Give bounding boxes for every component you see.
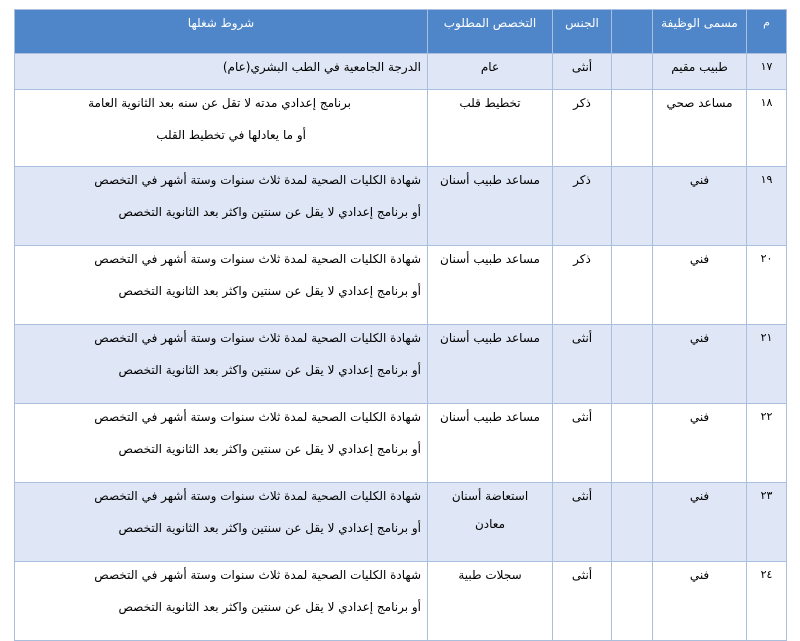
row-conditions	[15, 167, 428, 246]
row-specialty: مساعد طبيب أسنان	[428, 167, 553, 246]
row-num: ٢١	[747, 325, 787, 404]
row-condition-line-1: شهادة الكليات الصحية لمدة ثلاث سنوات وستة أشهر في التخصص	[94, 568, 421, 582]
row-condition-line-1: شهادة الكليات الصحية لمدة ثلاث سنوات وستة أشهر في التخصص	[94, 252, 421, 266]
row-conditions	[15, 90, 428, 167]
row-empty-cell	[612, 167, 653, 246]
row-condition-line-1: شهادة الكليات الصحية لمدة ثلاث سنوات وستة أشهر في التخصص	[94, 173, 421, 187]
row-condition-line-1: شهادة الكليات الصحية لمدة ثلاث سنوات وستة أشهر في التخصص	[94, 331, 421, 345]
header-num: م	[747, 10, 787, 54]
row-specialty: مساعد طبيب أسنان	[428, 404, 553, 483]
row-gender: ذكر	[553, 167, 612, 246]
jobs-table-container	[14, 9, 787, 641]
row-gender: أنثى	[553, 54, 612, 90]
row-num: ١٩	[747, 167, 787, 246]
row-specialty-line-2: معادن	[474, 517, 506, 532]
row-gender: أنثى	[553, 404, 612, 483]
row-conditions	[15, 54, 428, 90]
row-num: ١٨	[747, 90, 787, 167]
table-row	[15, 562, 787, 641]
row-empty-cell	[612, 90, 653, 167]
row-conditions	[15, 562, 428, 641]
row-gender: ذكر	[553, 246, 612, 325]
row-num: ٢٣	[747, 483, 787, 562]
table-row	[15, 325, 787, 404]
row-specialty: تخطيط قلب	[428, 90, 553, 167]
row-gender: أنثى	[553, 562, 612, 641]
table-row	[15, 483, 787, 562]
row-condition-line-1: الدرجة الجامعية في الطب البشري(عام)	[222, 60, 421, 74]
row-condition-line-2: أو برنامج إعدادي لا يقل عن سنتين واكثر بعد الثانوية التخصص	[118, 284, 421, 299]
row-condition-line-1: شهادة الكليات الصحية لمدة ثلاث سنوات وستة أشهر في التخصص	[94, 410, 421, 424]
row-condition-line-2: أو ما يعادلها في تخطيط القلب	[156, 128, 306, 143]
row-job: فني	[653, 246, 747, 325]
row-empty-cell	[612, 483, 653, 562]
row-job: فني	[653, 483, 747, 562]
row-gender: ذكر	[553, 90, 612, 167]
row-condition-line-2: أو برنامج إعدادي لا يقل عن سنتين واكثر بعد الثانوية التخصص	[118, 205, 421, 220]
table-header-row	[15, 10, 787, 54]
header-job-title: مسمى الوظيفة	[653, 10, 747, 54]
row-specialty: سجلات طبية	[428, 562, 553, 641]
row-job: مساعد صحي	[653, 90, 747, 167]
header-empty	[612, 10, 653, 54]
row-specialty: عام	[428, 54, 553, 90]
row-conditions	[15, 325, 428, 404]
table-row	[15, 246, 787, 325]
row-num: ٢٠	[747, 246, 787, 325]
header-specialty: التخصص المطلوب	[428, 10, 553, 54]
row-specialty: مساعد طبيب أسنان	[428, 325, 553, 404]
table-row	[15, 404, 787, 483]
row-empty-cell	[612, 54, 653, 90]
row-job: فني	[653, 404, 747, 483]
table-row	[15, 90, 787, 167]
table-row	[15, 167, 787, 246]
row-num: ٢٤	[747, 562, 787, 641]
row-condition-line-2: أو برنامج إعدادي لا يقل عن سنتين واكثر بعد الثانوية التخصص	[118, 600, 421, 615]
row-condition-line-2: أو برنامج إعدادي لا يقل عن سنتين واكثر بعد الثانوية التخصص	[118, 363, 421, 378]
row-condition-line-2: أو برنامج إعدادي لا يقل عن سنتين واكثر بعد الثانوية التخصص	[118, 442, 421, 457]
row-job: فني	[653, 167, 747, 246]
row-empty-cell	[612, 404, 653, 483]
jobs-table	[14, 9, 787, 641]
row-conditions	[15, 246, 428, 325]
row-num: ١٧	[747, 54, 787, 90]
row-conditions	[15, 404, 428, 483]
row-condition-line-2: أو برنامج إعدادي لا يقل عن سنتين واكثر بعد الثانوية التخصص	[118, 521, 421, 536]
row-job: فني	[653, 325, 747, 404]
table-row	[15, 54, 787, 90]
row-job: طبيب مقيم	[653, 54, 747, 90]
row-gender: أنثى	[553, 483, 612, 562]
row-empty-cell	[612, 246, 653, 325]
header-conditions: شروط شغلها	[15, 10, 428, 54]
row-empty-cell	[612, 325, 653, 404]
row-specialty	[428, 483, 553, 562]
row-condition-line-1: شهادة الكليات الصحية لمدة ثلاث سنوات وستة أشهر في التخصص	[94, 489, 421, 503]
row-specialty: مساعد طبيب أسنان	[428, 246, 553, 325]
row-empty-cell	[612, 562, 653, 641]
row-job: فني	[653, 562, 747, 641]
row-conditions	[15, 483, 428, 562]
row-num: ٢٢	[747, 404, 787, 483]
row-condition-line-1: برنامج إعدادي مدته لا تقل عن سنه بعد الثانوية العامة	[88, 96, 351, 110]
row-specialty-line-1: استعاضة أسنان	[451, 489, 529, 503]
row-gender: أنثى	[553, 325, 612, 404]
header-gender: الجنس	[553, 10, 612, 54]
